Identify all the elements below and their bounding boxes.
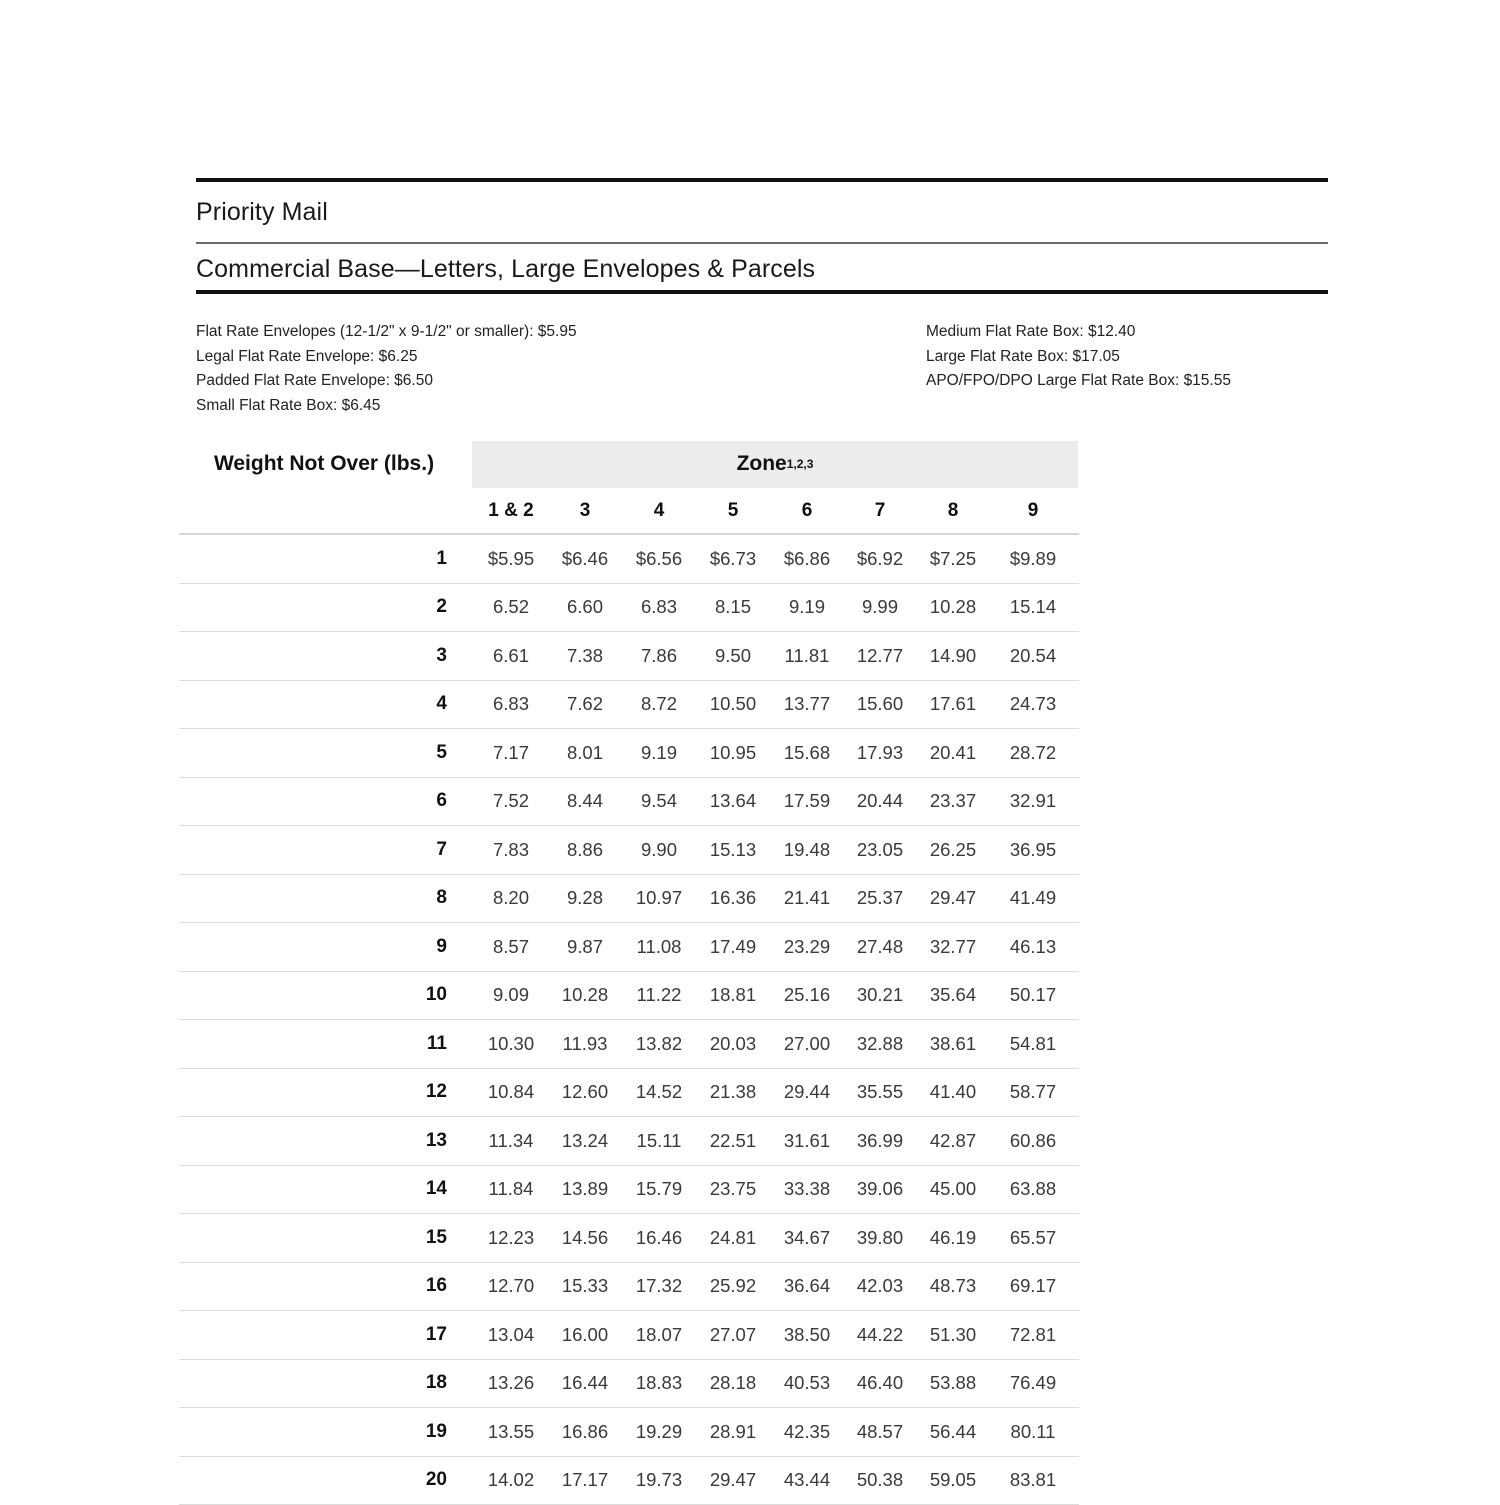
rate-cell: 12.70 [467,1263,555,1311]
rate-cell: 7.38 [541,632,629,680]
rate-cell: 17.59 [763,778,851,826]
weight-cell: 11 [179,1020,469,1068]
column-header-zone: Zone 1,2,3 [472,440,1078,488]
rate-cell: 80.11 [989,1408,1077,1456]
rate-cell: 8.20 [467,875,555,923]
header-rule-bottom [196,290,1328,294]
rate-cell: 39.06 [836,1166,924,1214]
rate-cell: 58.77 [989,1069,1077,1117]
weight-cell: 2 [179,584,469,632]
rate-cell: 16.36 [689,875,777,923]
rate-cell: 14.90 [909,632,997,680]
rate-cell: 83.81 [989,1457,1077,1505]
rate-cell: 59.05 [909,1457,997,1505]
flat-rate-line: Legal Flat Rate Envelope: $6.25 [196,345,926,370]
table-row [179,1166,1079,1215]
rate-cell: 15.33 [541,1263,629,1311]
rate-cell: 21.38 [689,1069,777,1117]
rate-cell: 32.88 [836,1020,924,1068]
rate-cell: 20.44 [836,778,924,826]
weight-cell: 1 [179,535,469,583]
rate-cell: $6.56 [615,535,703,583]
rate-cell: 21.41 [763,875,851,923]
rate-cell: 16.46 [615,1214,703,1262]
page-subtitle: Commercial Base—Letters, Large Envelopes & Parcels [196,255,815,284]
rate-cell: 10.30 [467,1020,555,1068]
flat-rate-line: Medium Flat Rate Box: $12.40 [926,320,1336,345]
rate-cell: 29.44 [763,1069,851,1117]
rate-cell: 14.56 [541,1214,629,1262]
table-row [179,1360,1079,1409]
weight-cell: 13 [179,1117,469,1165]
rate-cell: 13.26 [467,1360,555,1408]
rate-cell: 20.54 [989,632,1077,680]
rate-cell: 14.52 [615,1069,703,1117]
rate-cell: 7.17 [467,729,555,777]
rate-cell: 18.83 [615,1360,703,1408]
weight-cell: 19 [179,1408,469,1456]
rate-cell: 8.15 [689,584,777,632]
rate-cell: 36.64 [763,1263,851,1311]
rate-cell: 12.23 [467,1214,555,1262]
rate-cell: 39.80 [836,1214,924,1262]
zone-subheader-4: 4 [615,488,703,533]
rate-cell: 35.64 [909,972,997,1020]
rate-cell: 19.48 [763,826,851,874]
weight-cell: 9 [179,923,469,971]
rate-cell: 46.40 [836,1360,924,1408]
table-row [179,923,1079,972]
table-row [179,729,1079,778]
rate-cell: 23.75 [689,1166,777,1214]
rate-cell: 36.99 [836,1117,924,1165]
table-row [179,778,1079,827]
rate-cell: 50.38 [836,1457,924,1505]
rate-cell: 6.60 [541,584,629,632]
rate-cell: 53.88 [909,1360,997,1408]
rate-cell: 12.60 [541,1069,629,1117]
zone-subheader-8: 8 [909,488,997,533]
rate-cell: 40.53 [763,1360,851,1408]
rate-cell: 17.17 [541,1457,629,1505]
weight-cell: 4 [179,681,469,729]
rate-cell: 28.72 [989,729,1077,777]
rate-cell: 27.48 [836,923,924,971]
rate-cell: 69.17 [989,1263,1077,1311]
rate-cell: 35.55 [836,1069,924,1117]
rate-cell: 18.07 [615,1311,703,1359]
rate-cell: 20.03 [689,1020,777,1068]
weight-cell: 6 [179,778,469,826]
rate-cell: 9.50 [689,632,777,680]
rate-cell: 10.97 [615,875,703,923]
weight-cell: 12 [179,1069,469,1117]
rate-cell: 65.57 [989,1214,1077,1262]
zone-subheader-5: 5 [689,488,777,533]
rate-cell: 17.32 [615,1263,703,1311]
weight-cell: 15 [179,1214,469,1262]
rate-cell: 72.81 [989,1311,1077,1359]
rate-cell: 9.87 [541,923,629,971]
rate-cell: 26.25 [909,826,997,874]
rate-cell: 48.73 [909,1263,997,1311]
rate-cell: 42.03 [836,1263,924,1311]
postage-rate-table [179,440,1079,1505]
flat-rate-line: Padded Flat Rate Envelope: $6.50 [196,369,926,394]
flat-rate-line: Flat Rate Envelopes (12-1/2" x 9-1/2" or smaller): $5.95 [196,320,926,345]
rate-cell: 34.67 [763,1214,851,1262]
table-row [179,535,1079,584]
rate-cell: 9.54 [615,778,703,826]
rate-cell: $6.92 [836,535,924,583]
rate-cell: 28.91 [689,1408,777,1456]
rate-cell: 11.84 [467,1166,555,1214]
rate-cell: 12.77 [836,632,924,680]
weight-cell: 20 [179,1457,469,1505]
rate-cell: 18.81 [689,972,777,1020]
rate-cell: 6.83 [467,681,555,729]
weight-cell: 14 [179,1166,469,1214]
rate-cell: $5.95 [467,535,555,583]
weight-cell: 8 [179,875,469,923]
flat-rate-notes-left [196,320,926,418]
rate-cell: 7.62 [541,681,629,729]
rate-cell: 8.57 [467,923,555,971]
rate-cell: 13.55 [467,1408,555,1456]
rate-cell: 9.90 [615,826,703,874]
flat-rate-notes-right [926,320,1336,418]
rate-cell: 17.49 [689,923,777,971]
zone-subheader-9: 9 [989,488,1077,533]
rate-cell: 30.21 [836,972,924,1020]
rate-cell: 14.02 [467,1457,555,1505]
table-body [179,535,1079,1505]
rate-cell: 13.64 [689,778,777,826]
rate-cell: 44.22 [836,1311,924,1359]
rate-cell: 15.14 [989,584,1077,632]
rate-cell: 9.99 [836,584,924,632]
zone-subheader-1-2: 1 & 2 [467,488,555,533]
rate-cell: 38.50 [763,1311,851,1359]
rate-cell: 8.01 [541,729,629,777]
zone-subheader-6: 6 [763,488,851,533]
rate-cell: 11.93 [541,1020,629,1068]
rate-cell: 17.61 [909,681,997,729]
rate-cell: 11.22 [615,972,703,1020]
rate-cell: 51.30 [909,1311,997,1359]
rate-cell: 42.35 [763,1408,851,1456]
rate-cell: $6.86 [763,535,851,583]
rate-cell: 19.73 [615,1457,703,1505]
rate-cell: 8.72 [615,681,703,729]
rate-cell: 6.83 [615,584,703,632]
rate-cell: 27.07 [689,1311,777,1359]
zone-subheader-7: 7 [836,488,924,533]
rate-cell: 13.77 [763,681,851,729]
rate-cell: 7.83 [467,826,555,874]
rate-cell: 15.11 [615,1117,703,1165]
rate-cell: 41.40 [909,1069,997,1117]
rate-cell: 33.38 [763,1166,851,1214]
rate-cell: 7.52 [467,778,555,826]
table-row [179,1117,1079,1166]
table-row [179,1069,1079,1118]
rate-cell: 10.84 [467,1069,555,1117]
rate-cell: 46.13 [989,923,1077,971]
weight-cell: 18 [179,1360,469,1408]
rate-cell: $9.89 [989,535,1077,583]
rate-cell: 31.61 [763,1117,851,1165]
table-row [179,875,1079,924]
rate-cell: 46.19 [909,1214,997,1262]
rate-cell: 32.77 [909,923,997,971]
table-row [179,1311,1079,1360]
table-row [179,632,1079,681]
rate-cell: 13.89 [541,1166,629,1214]
table-row [179,826,1079,875]
rate-cell: 11.34 [467,1117,555,1165]
rate-cell: 29.47 [689,1457,777,1505]
rate-cell: 29.47 [909,875,997,923]
flat-rate-line: Small Flat Rate Box: $6.45 [196,394,926,419]
page-title: Priority Mail [196,198,328,227]
rate-cell: 17.93 [836,729,924,777]
table-row [179,972,1079,1021]
rate-cell: 42.87 [909,1117,997,1165]
rate-cell: 19.29 [615,1408,703,1456]
rate-cell: 20.41 [909,729,997,777]
weight-cell: 17 [179,1311,469,1359]
rate-cell: 38.61 [909,1020,997,1068]
table-row [179,1214,1079,1263]
rate-cell: 15.79 [615,1166,703,1214]
rate-cell: 60.86 [989,1117,1077,1165]
rate-cell: 22.51 [689,1117,777,1165]
rate-cell: 9.19 [615,729,703,777]
document-header [196,178,1328,294]
rate-cell: 45.00 [909,1166,997,1214]
rate-cell: 23.37 [909,778,997,826]
table-row [179,1020,1079,1069]
rate-cell: 50.17 [989,972,1077,1020]
rate-cell: 16.86 [541,1408,629,1456]
rate-cell: 8.86 [541,826,629,874]
weight-cell: 5 [179,729,469,777]
rate-cell: 16.00 [541,1311,629,1359]
rate-cell: 63.88 [989,1166,1077,1214]
rate-cell: 48.57 [836,1408,924,1456]
flat-rate-line: Large Flat Rate Box: $17.05 [926,345,1336,370]
table-row [179,1457,1079,1505]
rate-cell: $7.25 [909,535,997,583]
column-header-weight: Weight Not Over (lbs.) [179,440,469,488]
rate-cell: 43.44 [763,1457,851,1505]
rate-cell: 25.92 [689,1263,777,1311]
weight-cell: 7 [179,826,469,874]
rate-cell: 10.50 [689,681,777,729]
table-header-row [179,440,1079,488]
rate-cell: 41.49 [989,875,1077,923]
rate-cell: 15.60 [836,681,924,729]
rate-cell: 24.81 [689,1214,777,1262]
page-subtitle-row [196,244,1328,290]
weight-cell: 3 [179,632,469,680]
rate-cell: 6.61 [467,632,555,680]
rate-cell: $6.73 [689,535,777,583]
table-row [179,681,1079,730]
weight-cell: 10 [179,972,469,1020]
rate-cell: $6.46 [541,535,629,583]
rate-cell: 15.13 [689,826,777,874]
rate-cell: 9.09 [467,972,555,1020]
rate-cell: 8.44 [541,778,629,826]
table-row [179,1263,1079,1312]
rate-cell: 23.29 [763,923,851,971]
rate-cell: 13.24 [541,1117,629,1165]
rate-cell: 27.00 [763,1020,851,1068]
rate-cell: 56.44 [909,1408,997,1456]
zone-header-label: Zone [737,452,787,476]
zone-subheader-3: 3 [541,488,629,533]
rate-cell: 13.04 [467,1311,555,1359]
rate-cell: 10.28 [909,584,997,632]
rate-cell: 11.08 [615,923,703,971]
rate-cell: 25.16 [763,972,851,1020]
rate-cell: 23.05 [836,826,924,874]
weight-cell: 16 [179,1263,469,1311]
rate-cell: 15.68 [763,729,851,777]
rate-cell: 25.37 [836,875,924,923]
rate-cell: 7.86 [615,632,703,680]
rate-cell: 24.73 [989,681,1077,729]
rate-cell: 76.49 [989,1360,1077,1408]
rate-cell: 32.91 [989,778,1077,826]
rate-cell: 28.18 [689,1360,777,1408]
table-row [179,1408,1079,1457]
rate-cell: 10.28 [541,972,629,1020]
table-row [179,584,1079,633]
flat-rate-notes [196,320,1336,418]
rate-cell: 9.28 [541,875,629,923]
page-title-row [196,182,1328,242]
rate-cell: 16.44 [541,1360,629,1408]
rate-cell: 9.19 [763,584,851,632]
rate-cell: 54.81 [989,1020,1077,1068]
rate-cell: 6.52 [467,584,555,632]
table-subheader-row [179,488,1079,535]
rate-cell: 13.82 [615,1020,703,1068]
rate-cell: 11.81 [763,632,851,680]
rate-cell: 36.95 [989,826,1077,874]
flat-rate-line: APO/FPO/DPO Large Flat Rate Box: $15.55 [926,369,1336,394]
rate-cell: 10.95 [689,729,777,777]
